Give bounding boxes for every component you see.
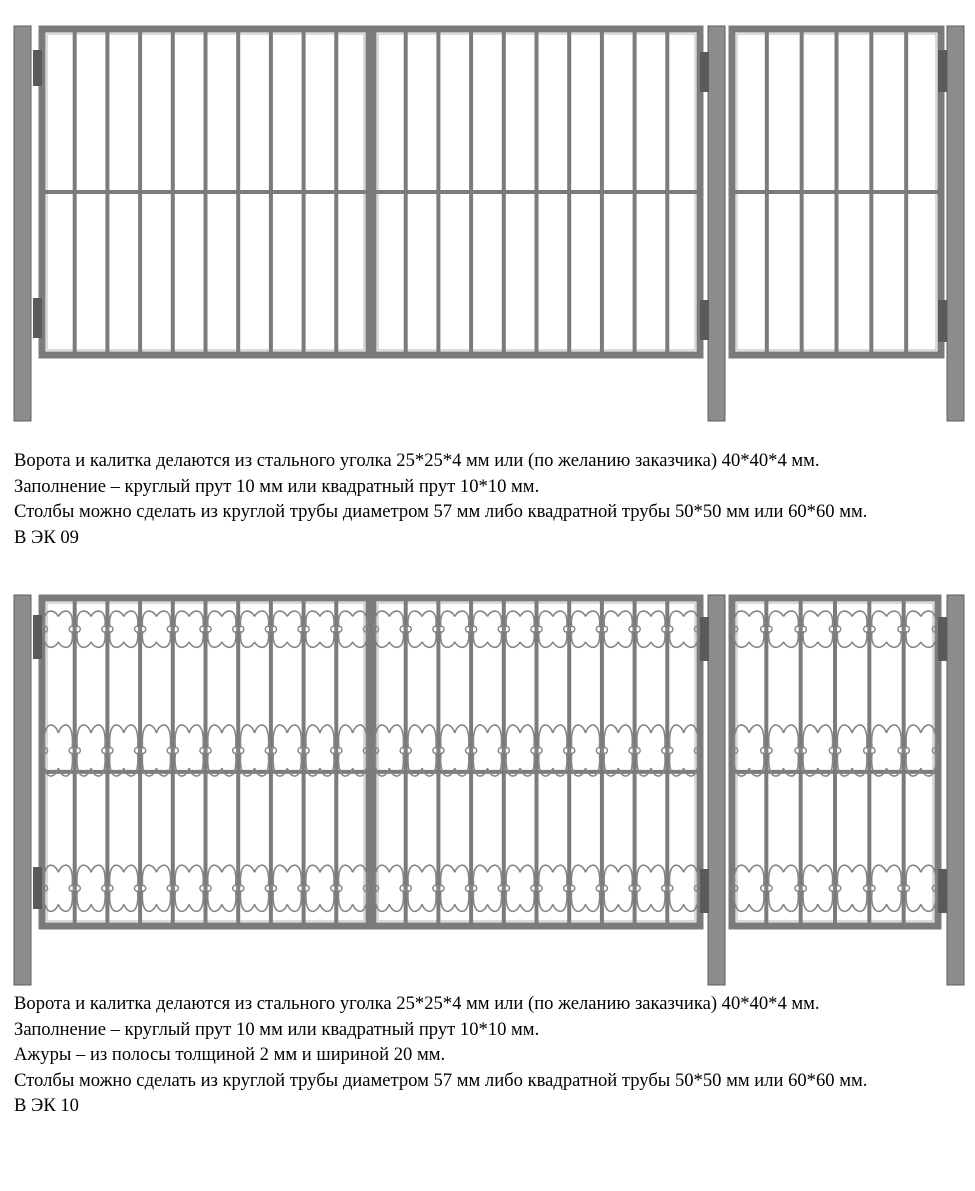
scroll-ornament (175, 611, 203, 647)
post (14, 595, 31, 985)
scroll-ornament (803, 865, 833, 911)
scroll-ornament (906, 865, 936, 911)
scroll-ornament (837, 865, 867, 911)
scroll-ornament (473, 865, 501, 911)
scroll-ornament (441, 725, 469, 776)
scroll-ornament (110, 611, 138, 647)
scroll-ornament (539, 611, 567, 647)
scroll-ornament (142, 611, 170, 647)
scroll-ornament (273, 865, 301, 911)
scroll-ornament (637, 611, 665, 647)
scroll-ornament (803, 611, 833, 647)
hinge (938, 50, 947, 92)
scroll-ornament (77, 611, 105, 647)
scroll-ornament (571, 725, 599, 776)
description-ek09 (14, 448, 959, 550)
gate-leaf-right (373, 598, 701, 926)
scroll-ornament (872, 611, 902, 647)
material-note: Ворота и калитка делаются из стального уголка 25*25*4 мм или (по желанию заказчика) 40*40*4 мм. (14, 993, 820, 1014)
scroll-ornament (110, 725, 138, 776)
wicket (732, 598, 939, 926)
scroll-ornament (872, 725, 902, 776)
scroll-ornament (142, 865, 170, 911)
scroll-ornament (142, 725, 170, 776)
model-label: В ЭК 09 (14, 526, 79, 548)
hinge (700, 300, 709, 340)
scroll-ornament (273, 725, 301, 776)
scroll-ornament (506, 725, 534, 776)
scroll-ornament (539, 725, 567, 776)
hinge (33, 615, 42, 659)
scroll-ornament (803, 725, 833, 776)
posts-note: Столбы можно сделать из круглой трубы диаметром 57 мм либо квадратной трубы 50*50 мм или 60*60 мм. (14, 1069, 868, 1091)
gate-leaf-left (42, 29, 369, 355)
scroll-ornament (837, 611, 867, 647)
hinge (33, 50, 42, 86)
scroll-ornament (670, 865, 698, 911)
scroll-ornament (306, 725, 334, 776)
scroll-ornament (441, 611, 469, 647)
scroll-ornament (637, 725, 665, 776)
scroll-ornament (837, 725, 867, 776)
filling-note: Заполнение – круглый прут 10 мм или квадратный прут 10*10 мм. (14, 475, 540, 497)
scroll-ornament (375, 725, 403, 776)
hinge (33, 298, 42, 338)
scroll-ornament (175, 865, 203, 911)
gate-drawing-ek09 (0, 0, 975, 440)
gate-leaf-left (42, 598, 370, 926)
model-label: В ЭК 10 (14, 1095, 79, 1116)
scroll-ornament (441, 865, 469, 911)
scroll-ornament (670, 611, 698, 647)
gate-leaf-right (373, 29, 700, 355)
post (947, 26, 964, 421)
scroll-ornament (906, 725, 936, 776)
scroll-ornament (408, 865, 436, 911)
gate-drawing-ek10 (0, 585, 975, 995)
scroll-ornament (769, 865, 799, 911)
scroll-ornament (375, 865, 403, 911)
scroll-ornament (273, 611, 301, 647)
scroll-ornament (539, 865, 567, 911)
filling-note: Заполнение – круглый прут 10 мм или квадратный прут 10*10 мм. (14, 1018, 540, 1040)
material-note: Ворота и калитка делаются из стального уголка 25*25*4 мм или (по желанию заказчика) 40*40*4 мм. (14, 450, 820, 471)
scroll-ornament (769, 611, 799, 647)
scroll-ornament (506, 611, 534, 647)
scroll-ornament (240, 611, 268, 647)
lacework-note: Ажуры – из полосы толщиной 2 мм и шириной 20 мм. (14, 1044, 446, 1065)
hinge (700, 52, 709, 92)
scroll-ornament (906, 611, 936, 647)
scroll-ornament (506, 865, 534, 911)
wicket (732, 29, 941, 355)
scroll-ornament (77, 865, 105, 911)
scroll-ornament (339, 725, 367, 776)
scroll-ornament (473, 611, 501, 647)
description-ek10 (14, 991, 959, 1119)
scroll-ornament (208, 611, 236, 647)
scroll-ornament (734, 611, 764, 647)
hinge (938, 300, 947, 342)
hinge (33, 867, 42, 909)
hinge (938, 617, 947, 661)
scroll-ornament (604, 865, 632, 911)
scroll-ornament (175, 725, 203, 776)
scroll-ornament (408, 611, 436, 647)
scroll-ornament (240, 725, 268, 776)
scroll-ornament (339, 611, 367, 647)
scroll-ornament (306, 611, 334, 647)
hinge (938, 869, 947, 913)
scroll-ornament (473, 725, 501, 776)
scroll-ornament (77, 725, 105, 776)
scroll-ornament (306, 865, 334, 911)
post (947, 595, 964, 985)
scroll-ornament (571, 865, 599, 911)
scroll-ornament (408, 725, 436, 776)
scroll-ornament (44, 725, 72, 776)
post (14, 26, 31, 421)
scroll-ornament (208, 725, 236, 776)
scroll-ornament (734, 725, 764, 776)
scroll-ornament (375, 611, 403, 647)
scroll-ornament (604, 611, 632, 647)
scroll-ornament (44, 865, 72, 911)
scroll-ornament (571, 611, 599, 647)
scroll-ornament (110, 865, 138, 911)
scroll-ornament (208, 865, 236, 911)
posts-note: Столбы можно сделать из круглой трубы диаметром 57 мм либо квадратной трубы 50*50 мм или 60*60 мм. (14, 501, 868, 522)
post (708, 26, 725, 421)
scroll-ornament (604, 725, 632, 776)
scroll-ornament (872, 865, 902, 911)
hinge (700, 869, 709, 913)
post (708, 595, 725, 985)
scroll-ornament (769, 725, 799, 776)
scroll-ornament (670, 725, 698, 776)
hinge (700, 617, 709, 661)
scroll-ornament (44, 611, 72, 647)
scroll-ornament (240, 865, 268, 911)
scroll-ornament (339, 865, 367, 911)
scroll-ornament (637, 865, 665, 911)
scroll-ornament (734, 865, 764, 911)
